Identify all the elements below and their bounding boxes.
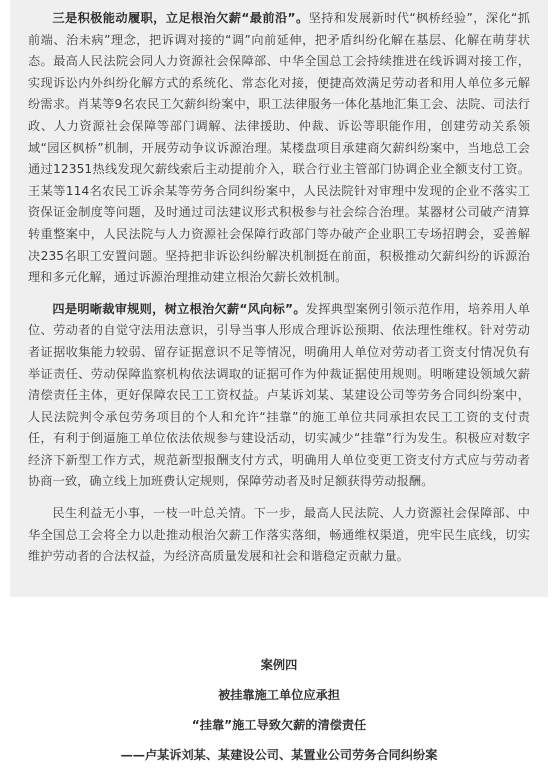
paragraph-four-lead: 四是明晰裁审规则，树立根治欠薪“风向标”。 xyxy=(52,301,306,316)
article-summary-panel xyxy=(10,0,548,597)
case-heading xyxy=(0,656,558,776)
case-title-line2: “挂靠”施工导致欠薪的清偿责任 xyxy=(191,718,367,732)
paragraph-three-lead: 三是积极能动履职，立足根治欠薪“最前沿”。 xyxy=(52,11,309,25)
paragraph-closing xyxy=(28,503,530,568)
paragraph-four xyxy=(28,299,530,493)
paragraph-four-body: 发挥典型案例引领示范作用，培养用人单位、劳动者的自觉守法用法意识，引导当事人形成合理诉讼预期、依法理性维权。针对劳动者证据收集能力较弱、留存证据意识不足等情况，明确用人单位对劳动者工资支付情况负有举证责任、劳动保障监察机构依法调取的证据可作为仲裁证据使用规则。明晰建设领域欠薪清偿责任主体，更好保障农民工工资权益。卢某诉刘某、某建设公司等劳务合同纠纷案中，人民法院判令承包劳务项目的个人和允许“挂靠”的施工单位共同承担农民工工资的支付责任，有利于倒逼施工单位依法依规参与建设活动，切实减少“挂靠”行为发生。积极应对数字经济下新型工作方式，规范新型报酬支付方式，明确用人单位变更工资支付方式应与劳动者协商一致，确立线上加班费认定规则，保障劳动者及时足额获得劳动报酬。 xyxy=(28,301,530,489)
case-subtitle: ——卢某诉刘某、某建设公司、某置业公司劳务合同纠纷案 xyxy=(120,748,438,762)
paragraph-three-body: 坚持和发展新时代“枫桥经验”，深化“抓前端、治未病”理念，把诉调对接的“调”向前延伸，把矛盾纠纷化解在基层、化解在萌芽状态。最高人民法院会同人力资源社会保障部、中华全国总工会持续推进在线诉调对接工作，实现诉讼内外纠纷化解方式的系统化、常态化对接，便捷高效满足劳动者和用人单位多元解纷需求。肖某等9名农民工欠薪纠纷案中，职工法律服务一体化基地汇集工会、法院、司法行政、人力资源社会保障等部门调解、法律援助、仲裁、诉讼等职能作用，创建劳动关系领域“园区枫桥”机制，开展劳动争议诉源治理。某楼盘项目承建商欠薪纠纷案中，当地总工会通过12351热线发现欠薪线索后主动提前介入，联合行业主管部门协调企业全额支付工资。王某等114名农民工诉余某等劳务合同纠纷案中，人民法院针对审理中发现的企业不落实工资保证金制度等问题，及时通过司法建议形式积极参与社会综合治理。某器材公司破产清算转重整案中，人民法院与人力资源社会保障行政部门等办破产企业职工专场招聘会，妥善解决235名职工安置问题。坚持把非诉讼纠纷解决机制挺在前面，积极推动欠薪纠纷的诉源治理和多元化解，通过诉源治理推动建立根治欠薪长效机制。 xyxy=(28,11,530,285)
paragraph-closing-body: 民生利益无小事，一枝一叶总关情。下一步，最高人民法院、人力资源社会保障部、中华全国总工会将全力以赴推动根治欠薪工作落实落细，畅通维权渠道，兜牢民生底线，切实维护劳动者的合法权益，为经济高质量发展和社会和谐稳定贡献力量。 xyxy=(28,506,530,564)
case-title-line1: 被挂靠施工单位应承担 xyxy=(218,688,340,702)
paragraph-three xyxy=(28,8,530,289)
case-number: 案例四 xyxy=(260,658,298,672)
